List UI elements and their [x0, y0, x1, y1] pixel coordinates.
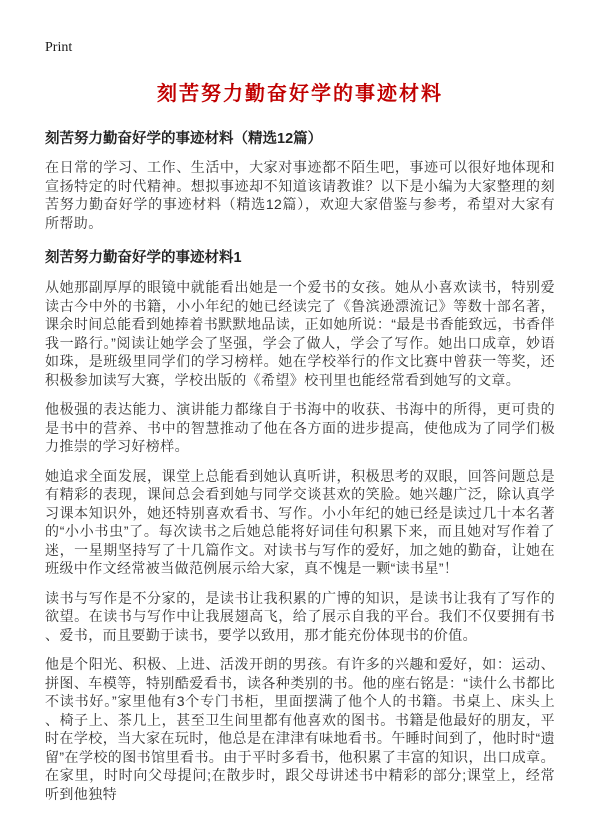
section-1	[45, 249, 555, 803]
section-heading: 刻苦努力勤奋好学的事迹材料1	[45, 250, 242, 266]
body-paragraph-2: 他极强的表达能力、演讲能力都缘自于书海中的收获、书海中的所得，更可贵的是书中的营养、书中的智慧推动了他在各方面的进步提高，使他成为了同学们极力推崇的学习好榜样。	[45, 401, 555, 454]
doc-subtitle: 刻苦努力勤奋好学的事迹材料（精选12篇）	[45, 131, 323, 147]
body-paragraph-1: 从她那副厚厚的眼镜中就能看出她是一个爱书的女孩。她从小喜欢读书，特别爱读古今中外的书籍，小小年纪的她已经读完了《鲁滨逊漂流记》等数十部名著，课余时间总能看到她捧着书默默地品读，正如她所说：“最是书香能致远，书香伴我一路行。”阅读让她学会了坚强，学会了做人，学会了写作。她出口成章，妙语如珠，是班级里同学们的学习榜样。她在学校举行的作文比赛中曾获一等奖，还积极参加读写大赛，学校出版的《希望》校刊里也能经常看到她写的文章。	[45, 279, 555, 388]
print-button[interactable]: Print	[45, 40, 73, 55]
intro-paragraph: 在日常的学习、工作、生活中，大家对事迹都不陌生吧，事迹可以很好地体现和宣扬特定的时代精神。想拟事迹却不知道该请教谁？以下是小编为大家整理的刻苦努力勤奋好学的事迹材料（精选12篇），欢迎大家借鉴与参考，希望对大家有所帮助。	[45, 159, 555, 231]
body-paragraph-3: 她追求全面发展，课堂上总能看到她认真听讲，积极思考的双眼，回答问题总是有精彩的表现，课间总会看到她与同学交谈甚欢的笑脸。她兴趣广泛，除认真学习课本知识外，她还特别喜欢看书、写作。小小年纪的她已经是读过几十本名著的“小小书虫”了。每次读书之后她总能将好词佳句积累下来，而且她对写作着了迷，一星期坚持写了十几篇作文。对读书与写作的爱好，加之她的勤奋，让她在班级中作文经常被当做范例展示给大家，真不愧是一颗“读书星”！	[45, 467, 555, 576]
body-paragraph-4: 读书与写作是不分家的，是读书让我积累的广博的知识，是读书让我有了写作的欲望。在读书与写作中让我展翅高飞，给了展示自我的平台。我们不仅要拥有书、爱书，而且要勤于读书，要学以致用，那才能充份体现书的价值。	[45, 589, 555, 643]
page-title: 刻苦努力勤奋好学的事迹材料	[157, 83, 443, 105]
body-paragraph-5: 他是个阳光、积极、上进、活泼开朗的男孩。有许多的兴趣和爱好，如：运动、拼图、车模等，特别酷爱看书，读各种类别的书。他的座右铭是：“读什么书都比不读书好。”家里他有3个专门书柜，里面摆满了他个人的书籍。书桌上、床头上、椅子上、茶几上，甚至卫生间里都有他喜欢的图书。书籍是他最好的朋友，平时在学校，当大家在玩时，他总是在津津有味地看书。午睡时间到了，他时时“遗留”在学校的图书馆里看书。由于平时多看书，他积累了丰富的知识，出口成章。在家里，时时向父母提问;在散步时，跟父母讲述书中精彩的部分;课堂上，经常听到他独特	[45, 656, 555, 802]
